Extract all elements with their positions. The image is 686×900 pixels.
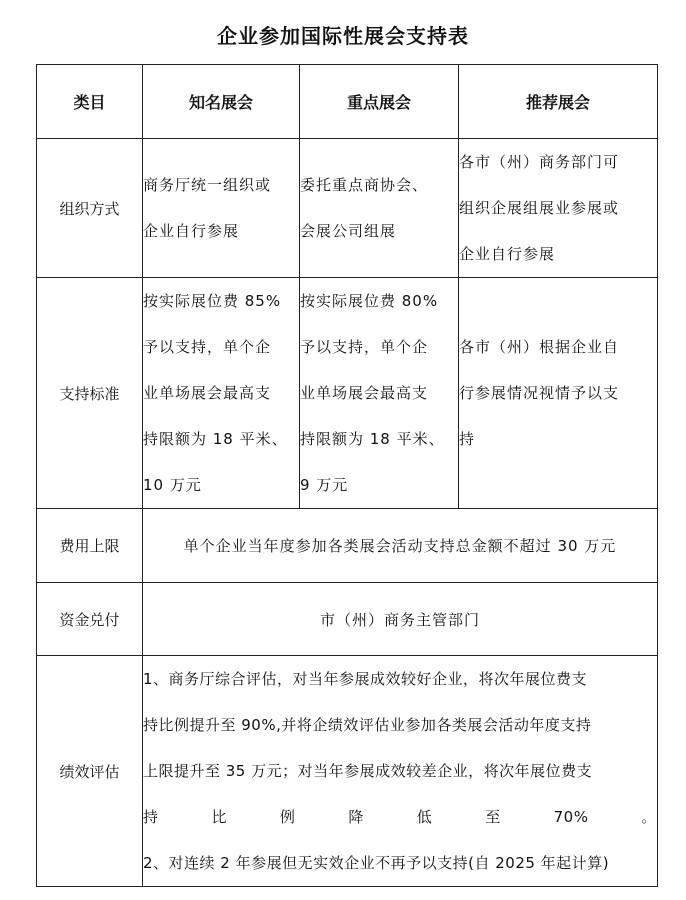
category-standard: 支持标准 xyxy=(37,278,143,509)
standard-recommended xyxy=(459,278,658,509)
performance-word: 。 xyxy=(641,808,657,826)
org-recommended-line: 企业自行参展 xyxy=(459,245,556,263)
standard-key-line: 按实际展位费 80% xyxy=(300,292,439,310)
performance-line: 持比例提升至 90%,并将企绩效评估业参加各类展会活动年度支持 xyxy=(143,716,592,734)
org-key-line: 委托重点商协会、 xyxy=(300,176,429,194)
performance-word: 至 xyxy=(485,808,501,826)
row-performance xyxy=(37,656,658,887)
performance-line: 2、对连续 2 年参展但无实效企业不再予以支持(自 2025 年起计算) xyxy=(143,854,610,872)
standard-famous-line: 按实际展位费 85% xyxy=(143,292,282,310)
row-standard xyxy=(37,278,658,509)
category-cap: 费用上限 xyxy=(37,509,143,583)
standard-key xyxy=(300,278,459,509)
performance-word: 降 xyxy=(348,808,364,826)
org-key xyxy=(300,139,459,278)
standard-key-line: 9 万元 xyxy=(300,476,349,494)
org-recommended-line: 各市（州）商务部门可 xyxy=(459,153,620,171)
performance-line: 上限提升至 35 万元；对当年参展成效较差企业，将次年展位费支 xyxy=(143,762,593,780)
performance-text xyxy=(143,656,658,887)
category-performance: 绩效评估 xyxy=(37,656,143,887)
support-table xyxy=(36,64,658,887)
org-recommended xyxy=(459,139,658,278)
header-category: 类目 xyxy=(37,65,143,139)
performance-word: 低 xyxy=(416,808,433,826)
performance-word: 比 xyxy=(211,808,227,826)
row-cap xyxy=(37,509,658,583)
page-title: 企业参加国际性展会支持表 xyxy=(217,24,469,48)
row-organization xyxy=(37,139,658,278)
category-organization: 组织方式 xyxy=(37,139,143,278)
performance-word: 例 xyxy=(279,808,296,826)
standard-key-line: 持限额为 18 平米、 xyxy=(300,430,445,448)
header-row xyxy=(37,65,658,139)
header-famous-expo: 知名展会 xyxy=(143,65,300,139)
category-payment: 资金兑付 xyxy=(37,583,143,656)
standard-recommended-line: 行参展情况视情予以支 xyxy=(459,384,620,402)
org-recommended-line: 组织企展组展业参展或 xyxy=(459,199,620,217)
performance-line: 1、商务厅综合评估，对当年参展成效较好企业，将次年展位费支 xyxy=(143,670,588,688)
org-famous xyxy=(143,139,300,278)
org-famous-line: 企业自行参展 xyxy=(143,222,240,240)
header-recommended-expo: 推荐展会 xyxy=(459,65,658,139)
standard-famous-line: 持限额为 18 平米、 xyxy=(143,430,288,448)
performance-word: 70% xyxy=(553,808,589,826)
standard-famous-line: 10 万元 xyxy=(143,476,202,494)
standard-recommended-line: 持 xyxy=(459,430,476,448)
performance-word: 持 xyxy=(143,808,159,826)
org-famous-line: 商务厅统一组织或 xyxy=(143,176,272,194)
standard-recommended-line: 各市（州）根据企业自 xyxy=(459,338,620,356)
cap-text: 单个企业当年度参加各类展会活动支持总金额不超过 30 万元 xyxy=(143,509,658,583)
standard-famous xyxy=(143,278,300,509)
standard-famous-line: 予以支持，单个企 xyxy=(143,338,272,356)
org-key-line: 会展公司组展 xyxy=(300,222,397,240)
row-payment xyxy=(37,583,658,656)
standard-key-line: 予以支持，单个企 xyxy=(300,338,429,356)
standard-famous-line: 业单场展会最高支 xyxy=(143,384,272,402)
header-key-expo: 重点展会 xyxy=(300,65,459,139)
performance-spread-line xyxy=(143,794,657,840)
standard-key-line: 业单场展会最高支 xyxy=(300,384,429,402)
payment-text: 市（州）商务主管部门 xyxy=(143,583,658,656)
